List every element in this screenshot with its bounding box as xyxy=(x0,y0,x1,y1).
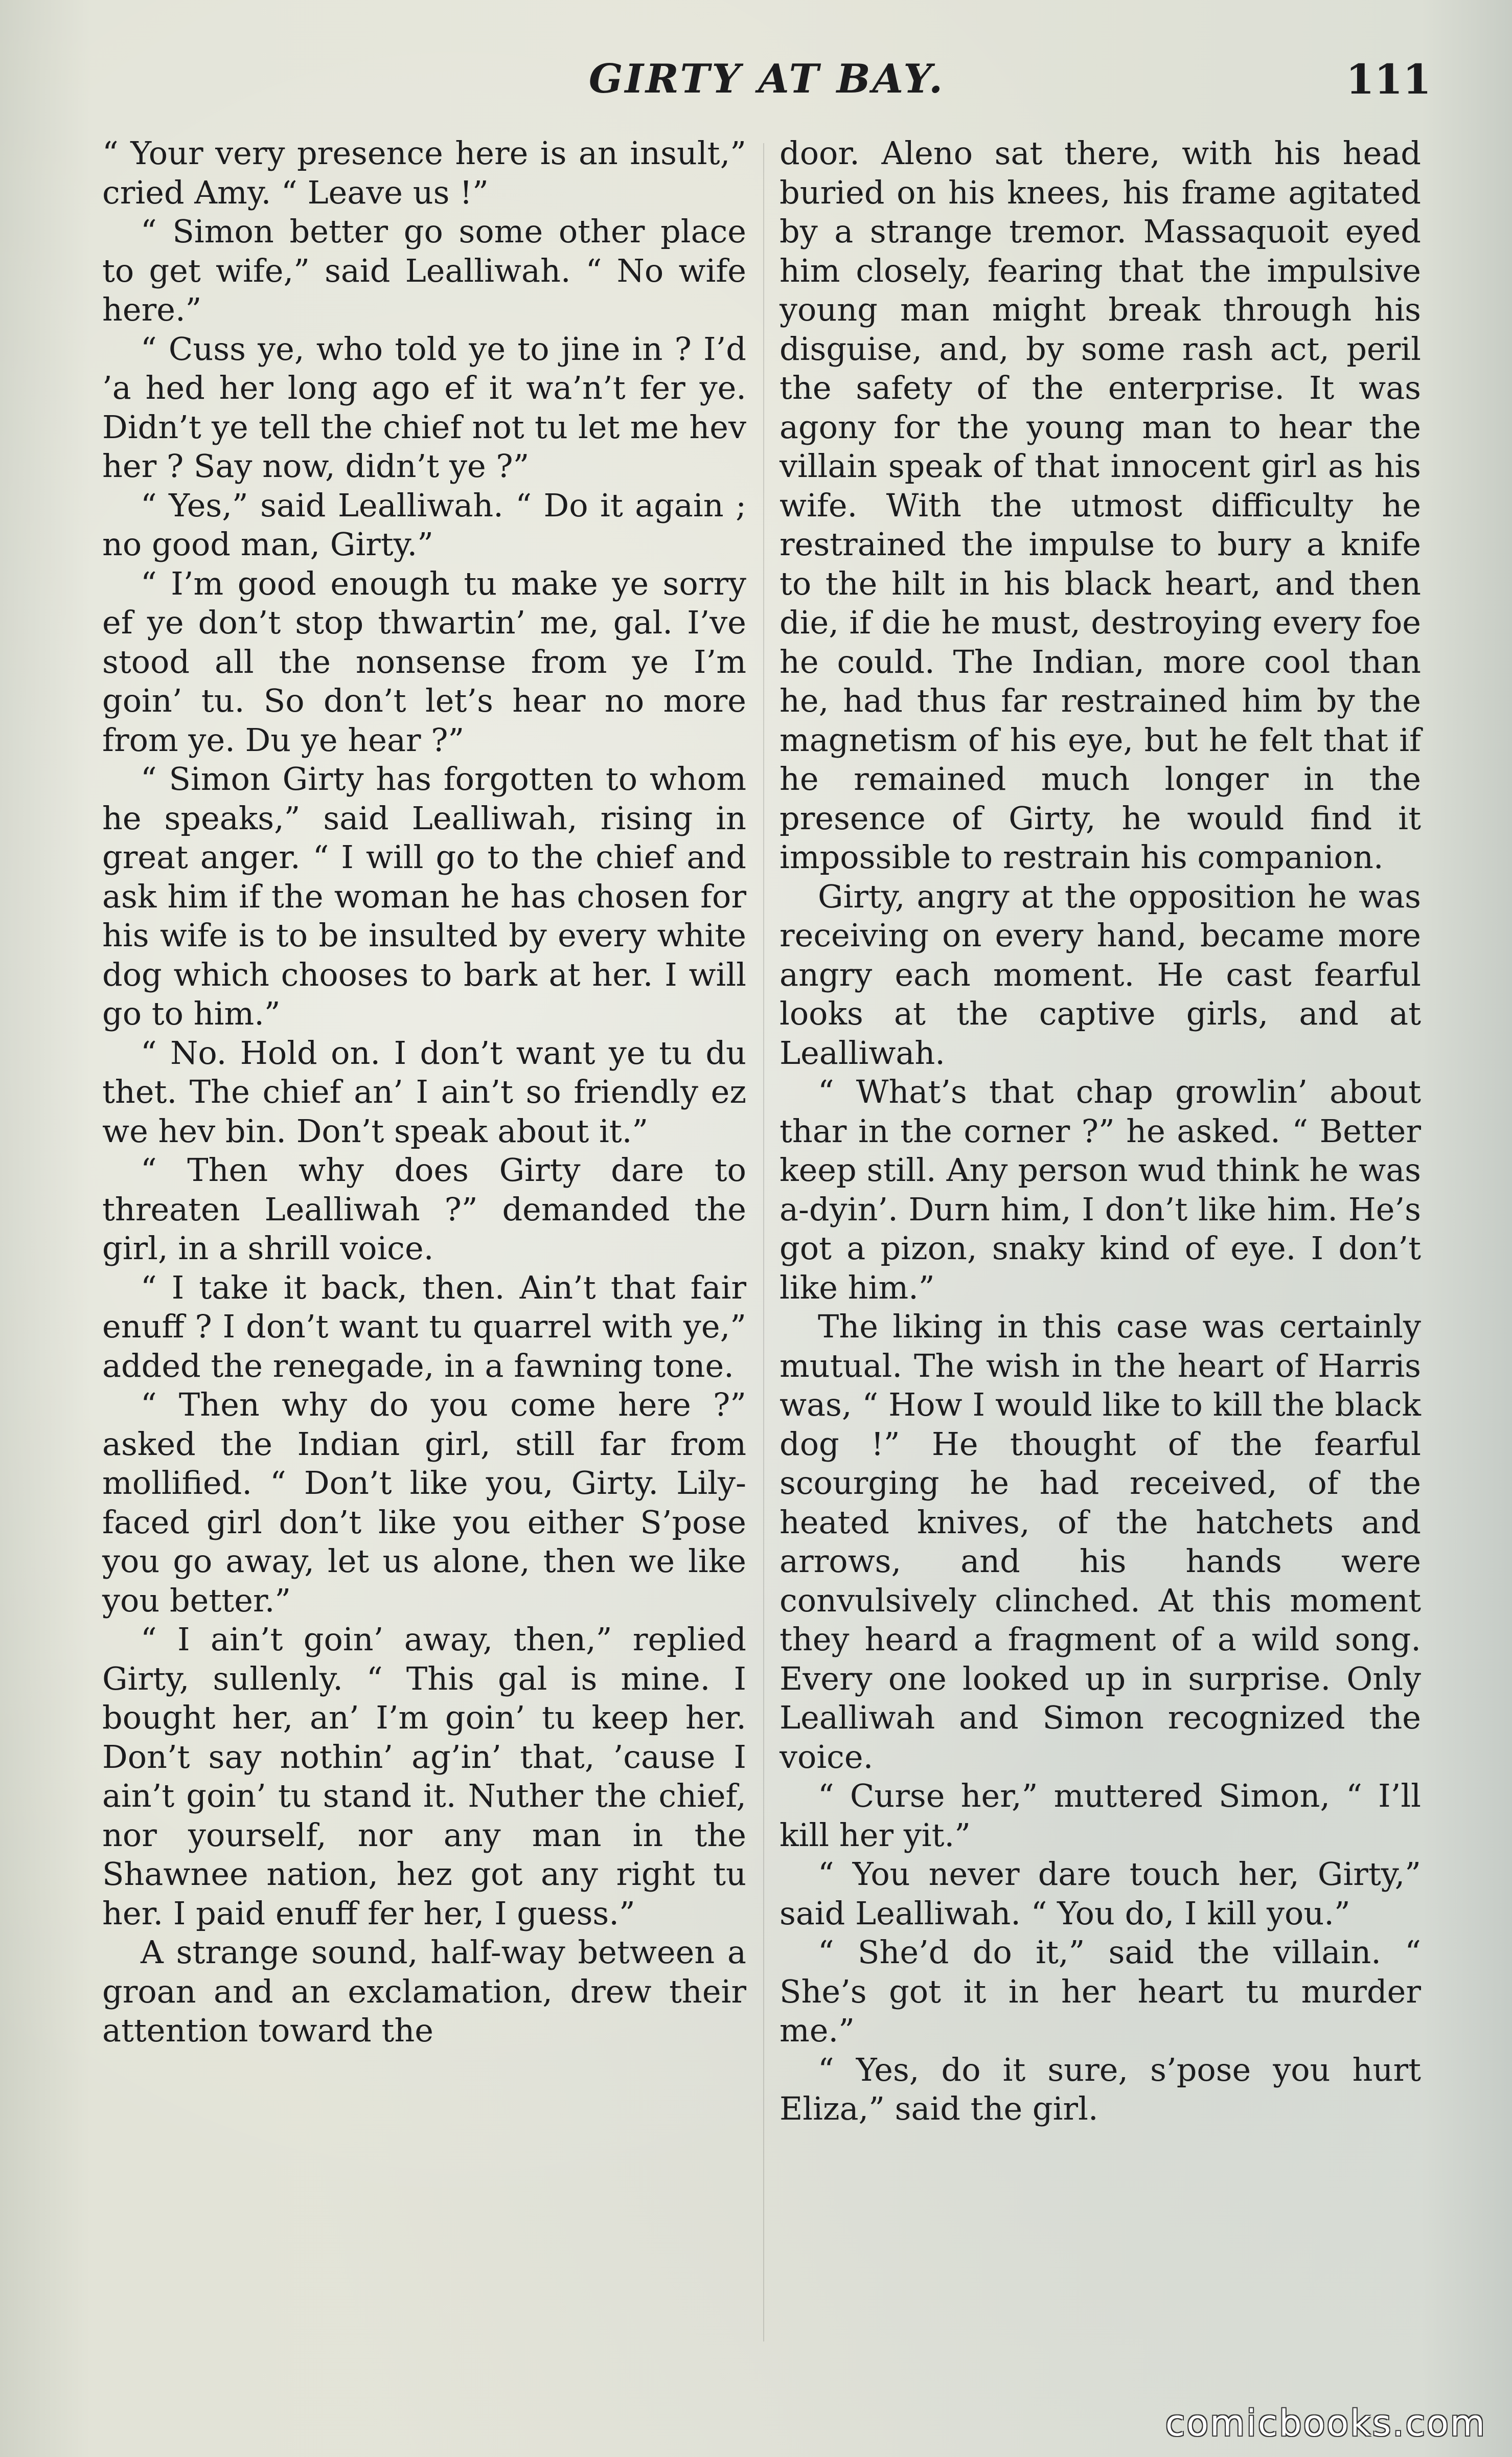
paragraph: “ Yes,” said Lealliwah. “ Do it again ; no good man, Girty.” xyxy=(102,486,746,563)
running-head: GIRTY AT BAY. xyxy=(588,56,945,102)
paragraph: “ Then why do you come here ?” asked the Indian girl, still far from mollified. “ Don’t like you, Girty. Lily-faced girl don’t like you either S’pose you go away, let us alone, then we like you better.” xyxy=(102,1386,746,1619)
page-number: 111 xyxy=(1346,55,1431,103)
paragraph: A strange sound, half-way between a groan and an exclamation, drew their attention toward the xyxy=(102,1933,746,2049)
paragraph: “ Simon Girty has forgotten to whom he speaks,” said Lealliwah, rising in great anger. “ I will go to the chief and ask him if the woman he has chosen for his wife is to be insulted by every white dog which chooses to bark at her. I will go to him.” xyxy=(102,760,746,1032)
paragraph: The liking in this case was certainly mutual. The wish in the heart of Harris was, “ How I would like to kill the black dog !” He thought of the fearful scourging he had received, of the heated knives, of the hatchets and arrows, and his hands were convulsively clinched. At this moment they heard a fragment of a wild song. Every one looked up in surprise. Only Lealliwah and Simon recognized the voice. xyxy=(780,1308,1421,1776)
paragraph: “ No. Hold on. I don’t want ye tu du thet. The chief an’ I ain’t so friendly ez we hev bin. Don’t speak about it.” xyxy=(102,1034,746,1150)
paragraph: “ Your very presence here is an insult,” cried Amy. “ Leave us !” xyxy=(102,134,746,211)
paragraph: “ Yes, do it sure, s’pose you hurt Eliza,” said the girl. xyxy=(780,2051,1421,2127)
paragraph: “ Then why does Girty dare to threaten Lealliwah ?” demanded the girl, in a shrill voice. xyxy=(102,1151,746,1267)
paragraph: door. Aleno sat there, with his head buried on his knees, his frame agitated by a strange tremor. Massaquoit eyed him closely, fearing that the impulsive young man might break through his disguise, and, by some rash act, peril the safety of the enterprise. It was agony for the young man to hear the villain speak of that innocent girl as his wife. With the utmost difficulty he restrained the impulse to bury a knife to the hilt in his black heart, and then die, if die he must, destroying every foe he could. The Indian, more cool than he, had thus far restrained him by the magnetism of his eye, but he felt that if he remained much longer in the presence of Girty, he would find it impossible to restrain his companion. xyxy=(780,134,1421,876)
paragraph: “ Cuss ye, who told ye to jine in ? I’d ’a hed her long ago ef it wa’n’t fer ye. Didn’t ye tell the chief not tu let me hev her ? Say now, didn’t ye ?” xyxy=(102,330,746,485)
paragraph: “ What’s that chap growlin’ about thar in the corner ?” he asked. “ Better keep still. Any person wud think he was a-dyin’. Durn him, I don’t like him. He’s got a pizon, snaky kind of eye. I don’t like him.” xyxy=(780,1073,1421,1306)
right-text-column xyxy=(780,134,1421,2129)
paragraph: “ Simon better go some other place to get wife,” said Lealliwah. “ No wife here.” xyxy=(102,213,746,328)
page-header xyxy=(102,49,1431,115)
paragraph: “ I ain’t goin’ away, then,” replied Girty, sullenly. “ This gal is mine. I bought her, an’ I’m goin’ tu keep her. Don’t say nothin’ ag’in’ that, ’cause I ain’t goin’ tu stand it. Nuther the chief, nor yourself, nor any man in the Shawnee nation, hez got any right tu her. I paid enuff fer her, I guess.” xyxy=(102,1621,746,1932)
column-divider xyxy=(763,143,764,2341)
paragraph: “ I’m good enough tu make ye sorry ef ye don’t stop thwartin’ me, gal. I’ve stood all the nonsense from ye I’m goin’ tu. So don’t let’s hear no more from ye. Du ye hear ?” xyxy=(102,564,746,759)
paragraph: “ She’d do it,” said the villain. “ She’s got it in her heart tu murder me.” xyxy=(780,1933,1421,2049)
paragraph: “ I take it back, then. Ain’t that fair enuff ? I don’t want tu quarrel with ye,” added the renegade, in a fawning tone. xyxy=(102,1268,746,1384)
paragraph: “ Curse her,” muttered Simon, “ I’ll kill her yit.” xyxy=(780,1777,1421,1854)
watermark: comicbooks.com xyxy=(1165,2402,1486,2444)
left-text-column xyxy=(102,134,746,2051)
paragraph: “ You never dare touch her, Girty,” said Lealliwah. “ You do, I kill you.” xyxy=(780,1855,1421,1932)
paragraph: Girty, angry at the opposition he was receiving on every hand, became more angry each moment. He cast fearful looks at the captive girls, and at Lealliwah. xyxy=(780,877,1421,1072)
